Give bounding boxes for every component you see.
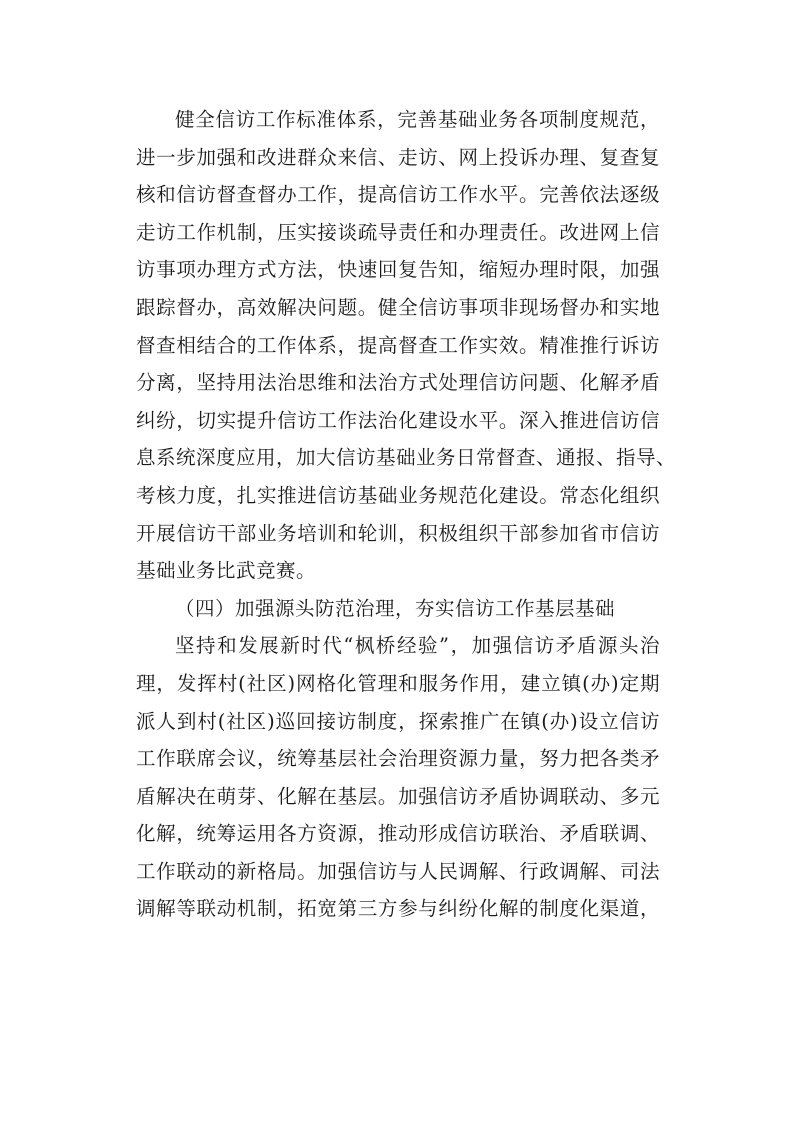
text-line: 督查相结合的工作体系，提高督查工作实效。精准推行诉访 [136,333,660,357]
text-line: 进一步加强和改进群众来信、走访、网上投诉办理、复查复 [136,145,660,169]
section-heading [136,590,660,628]
text-line: 健全信访工作标准体系，完善基础业务各项制度规范， [175,108,660,131]
text-line: 走访工作机制，压实接谈疏导责任和办理责任。改进网上信 [136,220,660,244]
text-line: 考核力度，扎实推进信访基础业务规范化建设。常态化组织 [136,483,660,507]
text-line: 跟踪督办，高效解决问题。健全信访事项非现场督办和实地 [136,295,660,319]
text-line: 开展信访干部业务培训和轮训，积极组织干部参加省市信访 [136,521,660,545]
text-line: 工作联动的新格局。加强信访与人民调解、行政调解、司法 [136,859,660,883]
text-line: 理，发挥村(社区)网格化管理和服务作用，建立镇(办)定期 [136,671,660,695]
text-line: 息系统深度应用，加大信访基础业务日常督查、通报、指导、 [136,446,677,470]
section-heading-text: （四）加强源头防范治理，夯实信访工作基层基础 [175,596,616,620]
document-body [136,101,677,928]
text-line: 基础业务比武竞赛。 [136,559,317,583]
text-line: 访事项办理方式方法，快速回复告知，缩短办理时限，加强 [136,258,660,282]
text-line: 调解等联动机制，拓宽第三方参与纠纷化解的制度化渠道， [136,897,660,921]
text-line: 分离，坚持用法治思维和法治方式处理信访问题、化解矛盾 [136,371,660,395]
text-line: 派人到村(社区)巡回接访制度，探索推广在镇(办)设立信访 [136,709,660,733]
text-line: 化解，统筹运用各方资源，推动形成信访联治、矛盾联调、 [136,822,660,846]
paragraph-source-governance [136,627,660,928]
text-line: 纠纷，切实提升信访工作法治化建设水平。深入推进信访信 [136,408,660,432]
paragraph-basic-business [136,101,677,590]
text-line: 核和信访督查督办工作，提高信访工作水平。完善依法逐级 [136,183,660,207]
text-line: 工作联席会议，统筹基层社会治理资源力量，努力把各类矛 [136,747,660,771]
text-line: 坚持和发展新时代“枫桥经验”，加强信访矛盾源头治 [175,634,660,658]
text-line: 盾解决在萌芽、化解在基层。加强信访矛盾协调联动、多元 [136,784,660,808]
